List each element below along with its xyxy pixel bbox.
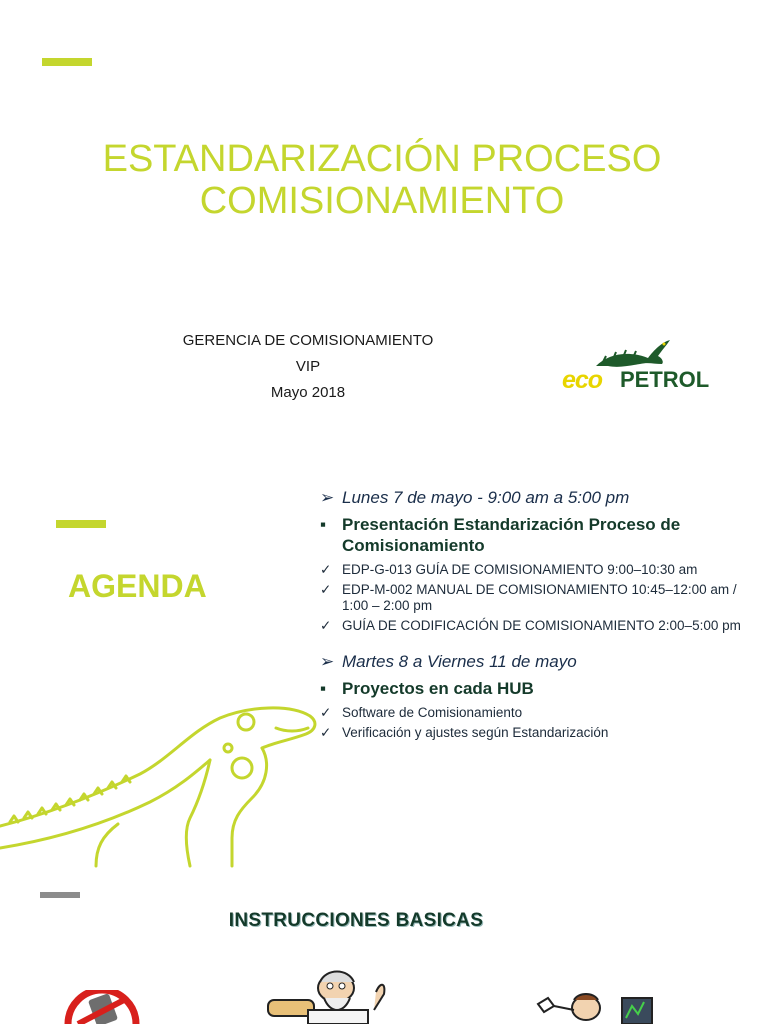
agenda-topic-2 (320, 678, 760, 699)
topic-label: Presentación Estandarización Proceso de Comisionamiento (342, 515, 681, 555)
cover-slide (0, 0, 768, 436)
list-item (320, 582, 760, 614)
accent-bar (42, 58, 92, 66)
check-icon: ✓ (320, 582, 332, 597)
item-text: EDP-G-013 GUÍA DE COMISIONAMIENTO 9:00–10:30 am (342, 562, 698, 577)
accent-bar (56, 520, 106, 528)
date-label: Mayo 2018 (270, 384, 346, 401)
list-item (320, 618, 760, 634)
iguana-outline-icon (0, 698, 320, 868)
old-man-scroll-icon (264, 966, 394, 1024)
check-icon: ✓ (320, 618, 332, 633)
agenda-day-1 (320, 488, 760, 508)
item-text: Verificación y ajustes según Estandarización (342, 725, 609, 740)
agenda-slide (0, 470, 768, 868)
list-item (320, 725, 760, 741)
division-label: VIP (295, 358, 321, 375)
day-label: Martes 8 a Viernes 11 de mayo (342, 652, 577, 671)
item-text: EDP-M-002 MANUAL DE COMISIONAMIENTO 10:45–12:00 am / 1:00 – 2:00 pm (342, 582, 737, 613)
instructions-slide (0, 870, 768, 1024)
list-item (320, 705, 760, 721)
department-label: GERENCIA DE COMISIONAMIENTO (182, 332, 434, 349)
no-phone-icon (62, 990, 142, 1024)
logo-text-petrol: PETROL (620, 367, 710, 392)
square-bullet-icon: ▪ (320, 679, 327, 698)
agenda-day-2 (320, 652, 760, 672)
person-drinking-icon (534, 988, 664, 1024)
check-icon: ✓ (320, 562, 332, 577)
arrow-bullet-icon: ➢ (320, 488, 335, 507)
day-label: Lunes 7 de mayo - 9:00 am a 5:00 pm (342, 488, 630, 507)
agenda-topic-1 (320, 514, 760, 556)
gray-accent-bar (40, 892, 80, 898)
check-icon: ✓ (320, 705, 332, 720)
agenda-title: AGENDA (68, 568, 207, 604)
arrow-bullet-icon: ➢ (320, 652, 335, 671)
list-item (320, 562, 760, 578)
square-bullet-icon: ▪ (320, 515, 327, 534)
cover-subtitle (158, 328, 458, 406)
agenda-list (320, 488, 760, 745)
ecopetrol-logo (558, 336, 728, 396)
instructions-title: INSTRUCCIONES BASICAS (228, 910, 484, 931)
topic-label: Proyectos en cada HUB (342, 679, 534, 698)
presentation-title: ESTANDARIZACIÓN PROCESO COMISIONAMIENTO (102, 138, 662, 222)
item-text: GUÍA DE CODIFICACIÓN DE COMISIONAMIENTO 2:00–5:00 pm (342, 618, 741, 633)
logo-text-eco: eco (562, 366, 603, 394)
check-icon: ✓ (320, 725, 332, 740)
item-text: Software de Comisionamiento (342, 705, 523, 720)
